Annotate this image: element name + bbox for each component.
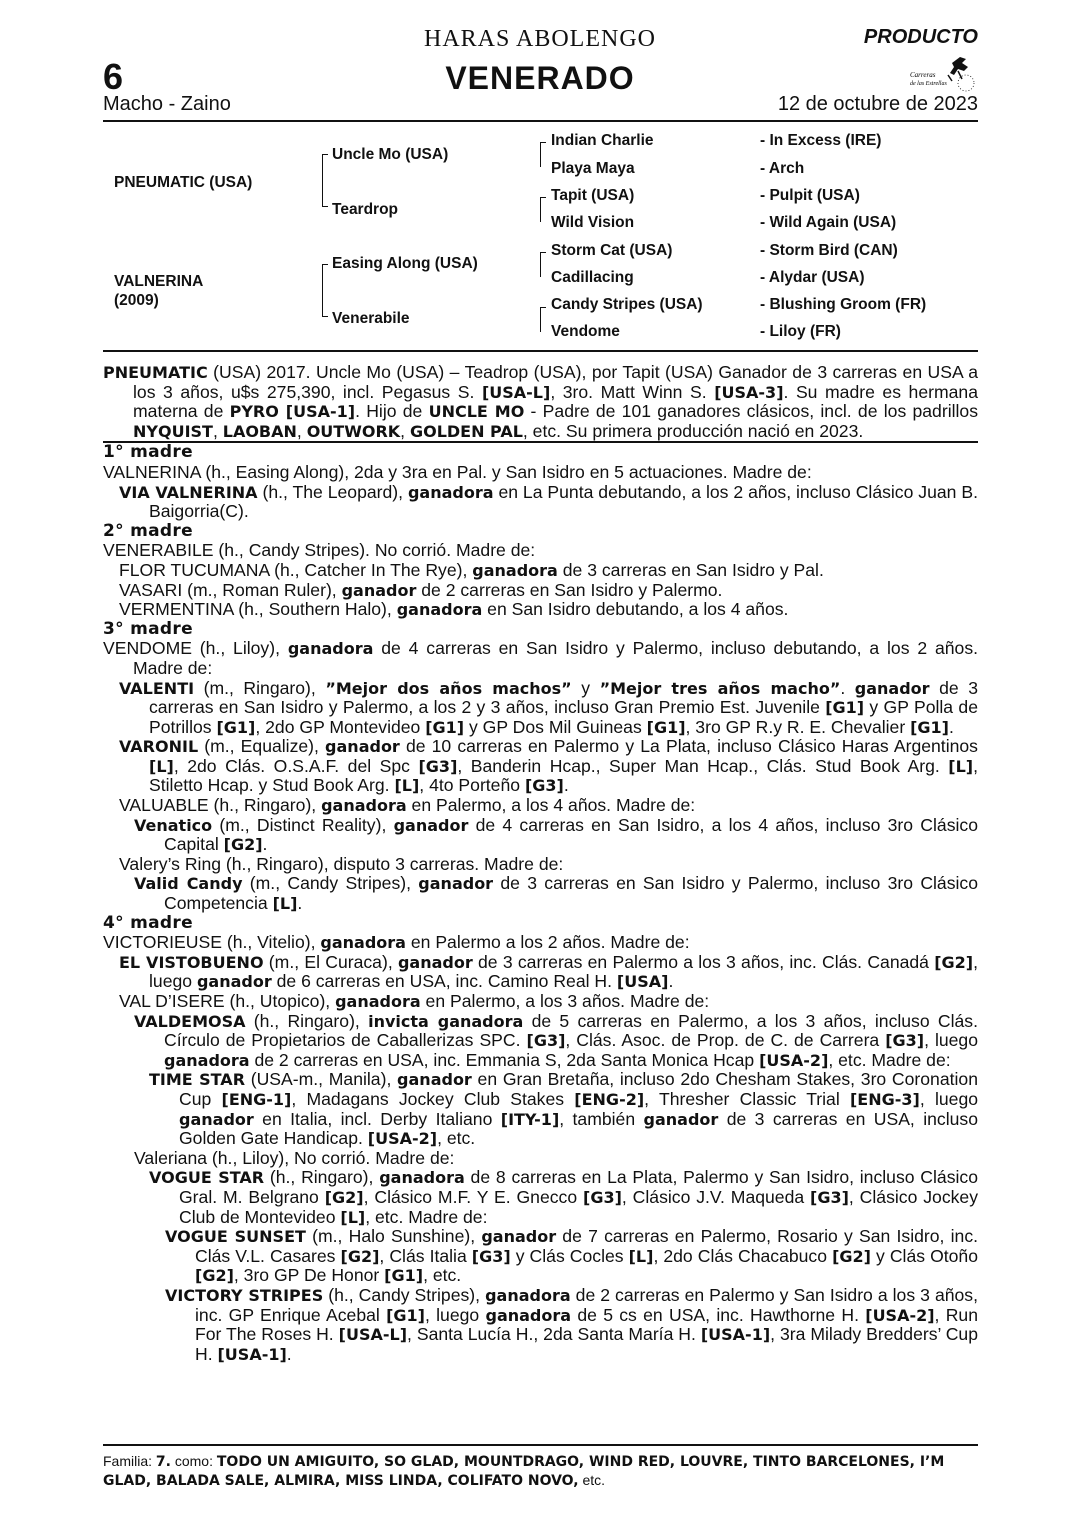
bracket [540, 142, 546, 167]
produce-entry: VOGUE SUNSET (m., Halo Sunshine), ganador de 7 carreras en Palermo, Rosario y San Isidro, inc. Clás V.L. Casares [G2], Clás Italia [G3] y Clás Cocles [L], 2do Clás Chacabuco [G2] y Clás Otoño [G2], 3ro GP De Honor [G1], etc. [165, 1226, 979, 1286]
bracket [540, 197, 546, 222]
produce-entry: VALUABLE (h., Ringaro), ganadora en Palermo, a los 4 años. Madre de: [119, 795, 696, 816]
pedigree-gen3: Tapit (USA) [551, 187, 635, 204]
bracket [540, 252, 546, 277]
dam-entry: VENERABILE (h., Candy Stripes). No corrió. Madre de: [103, 540, 536, 561]
pedigree-gen4: - Liloy (FR) [760, 323, 841, 340]
produce-entry: VERMENTINA (h., Southern Halo), ganadora en San Isidro debutando, a los 4 años. [119, 599, 789, 620]
produce-entry: FLOR TUCUMANA (h., Catcher In The Rye), ganadora de 3 carreras en San Isidro y Pal. [119, 559, 824, 580]
family-etc: etc. [582, 1472, 606, 1488]
pedigree-gen3: Indian Charlie [551, 132, 654, 149]
birth-date: 12 de octubre de 2023 [777, 93, 978, 115]
product-label: PRODUCTO [863, 26, 978, 48]
produce-entry: VARONIL (m., Equalize), ganador de 10 carreras en Palermo y La Plata, incluso Clásico Haras Argentinos [L], 2do Clás. O.S.A.F. del Spc [G3], Banderin Hcap., Super Man Hcap., Clás. Stud Book Arg. [L], Stiletto Hcap. y Stud Book Arg. [L], 4to Porteño [G3]. [119, 736, 978, 796]
produce-entry: VOGUE STAR (h., Ringaro), ganadora de 8 carreras en La Plata, Palermo y San Isidro, incluso Clásico Gral. M. Belgrano [G2], Clásico M.F. Y E. Gnecco [G3], Clásico J.V. Maqueda [G3], Clásico Jockey Club de Montevideo [L], etc. Madre de: [149, 1167, 978, 1227]
pedigree-gen3: Vendome [551, 323, 620, 340]
pedigree-gen4: - Wild Again (USA) [760, 214, 897, 231]
pedigree-gen3: Storm Cat (USA) [551, 242, 673, 259]
pedigree-gen3: Playa Maya [551, 160, 635, 177]
section-title: 2° madre [103, 520, 193, 541]
pedigree-gen2: Venerabile [332, 310, 410, 327]
dam-name: VALNERINA [114, 273, 204, 290]
pedigree-gen2: Teardrop [332, 201, 399, 218]
bracket [322, 196, 328, 207]
sire-name: PNEUMATIC (USA) [114, 174, 253, 191]
horse-name: VENERADO [445, 60, 635, 96]
pedigree-gen4: - Storm Bird (CAN) [760, 242, 898, 259]
pedigree-gen4: - In Excess (IRE) [760, 132, 882, 149]
pedigree-gen3: Candy Stripes (USA) [551, 296, 703, 313]
dam-entry: VICTORIEUSE (h., Vitelio), ganadora en Palermo a los 2 años. Madre de: [103, 932, 690, 953]
pedigree-gen4: - Alydar (USA) [760, 269, 865, 286]
dam-year: (2009) [114, 292, 159, 309]
produce-entry: EL VISTOBUENO (m., El Curaca), ganador de 3 carreras en Palermo a los 3 años, inc. Clás. Canadá [G2], luego ganador de 6 carreras en USA, inc. Camino Real H. [USA]. [119, 951, 978, 992]
dam-entry: VENDOME (h., Liloy), ganadora de 4 carreras en San Isidro y Palermo, incluso debutando, a los 2 años. Madre de: [103, 638, 978, 678]
bracket [322, 164, 323, 196]
bracket [540, 307, 546, 332]
pedigree-gen3: Cadillacing [551, 269, 634, 286]
sex-color: Macho - Zaino [103, 93, 231, 115]
family-label: Familia: [103, 1453, 153, 1469]
family-names: TODO UN AMIGUITO, SO GLAD, MOUNTDRAGO, WIND RED, LOUVRE, TINTO BARCELONES, I’M GLAD, BALADA SALE, ALMIRA, MISS LINDA, COLIFATO NOVO, [103, 1454, 945, 1489]
produce-entry: Valery’s Ring (h., Ringaro), disputo 3 carreras. Madre de: [119, 853, 564, 874]
pedigree-gen4: - Arch [760, 160, 805, 177]
produce-entry: VALDEMOSA (h., Ringaro), invicta ganadora de 5 carreras en Palermo, a los 3 años, incluso Clás. Círculo de Propietarios de Caballerizas SPC. [G3], Clás. Asoc. de Prop. de C. de Carrera [G3], luego ganadora de 2 carreras en USA, inc. Emmania S, 2da Santa Monica Hcap [USA-2], etc. Madre de: [134, 1010, 978, 1070]
stud-name: HARAS ABOLENGO [423, 26, 656, 52]
bracket [322, 306, 328, 317]
produce-entry: VALENTI (m., Ringaro), ”Mejor dos años machos” y ”Mejor tres años macho”. ganador de 3 carreras en San Isidro y Palermo, a los 2 y 3 años, incluso Gran Premio Est. Juvenile [G1] y GP Polla de Potrillos [G1], 2do GP Montevideo [G1] y GP Dos Mil Guineas [G1], 3ro GP R.y R. E. Chevalier [G1]. [119, 677, 978, 737]
produce-entry: Valeriana (h., Liloy), No corrió. Madre de: [134, 1147, 455, 1168]
pedigree-gen4: - Pulpit (USA) [760, 187, 860, 204]
family-como: como: [174, 1453, 213, 1469]
pedigree-gen2: Easing Along (USA) [332, 255, 478, 272]
section-title: 3° madre [103, 618, 193, 639]
lot-number: 6 [103, 56, 124, 97]
produce-entry: VIA VALNERINA (h., The Leopard), ganadora en La Punta debutando, a los 2 años, incluso Clásico Juan B. Baigorria(C). [119, 481, 978, 522]
pedigree-gen4: - Blushing Groom (FR) [760, 296, 927, 313]
dam-entry: VALNERINA (h., Easing Along), 2da y 3ra en Pal. y San Isidro en 5 actuaciones. Madre de: [103, 461, 812, 482]
svg-text:Carreras: Carreras [910, 71, 936, 79]
sire-paragraph: PNEUMATIC (USA) 2017. Uncle Mo (USA) – Teadrop (USA), por Tapit (USA) Ganador de 3 carreras en USA a los 3 años, u$s 275,390, incl. Pegasus S. [USA-L], 3ro. Matt Winn S. [USA-3]. Su madre es hermana materna de PYRO [USA-1]. Hijo de UNCLE MO - Padre de 101 ganadores clásicos, incl. de los padrillos NYQUIST, LAOBAN, OUTWORK, GOLDEN PAL, etc. Su primera producción nació en 2023. [103, 362, 979, 441]
family-footer [103, 1452, 978, 1490]
produce-entry: Valid Candy (m., Candy Stripes), ganador de 3 carreras en San Isidro y Palermo, incluso 3ro Clásico Competencia [L]. [134, 873, 979, 914]
divider [103, 120, 978, 122]
section-title: 4° madre [103, 912, 193, 933]
catalog-body [103, 363, 978, 1364]
pedigree-gen2: Uncle Mo (USA) [332, 146, 449, 163]
section-title: 1° madre [103, 442, 193, 463]
family-number: 7. [155, 1454, 171, 1470]
bracket [322, 274, 323, 306]
divider [103, 350, 978, 352]
divider [103, 1444, 978, 1446]
produce-entry: TIME STAR (USA-m., Manila), ganador en Gran Bretaña, incluso 2do Chesham Stakes, 3ro Coronation Cup [ENG-1], Madagans Jockey Club Stakes [ENG-2], Thresher Classic Trial [ENG-3], luego ganador en Italia, incl. Derby Italiano [ITY-1], también ganador de 3 carreras en USA, incluso Golden Gate Handicap. [USA-2], etc. [149, 1069, 979, 1149]
produce-entry: VAL D’ISERE (h., Utopico), ganadora en Palermo, a los 3 años. Madre de: [119, 991, 710, 1011]
carreras-logo-icon [908, 53, 976, 95]
pedigree-gen3: Wild Vision [551, 214, 635, 231]
svg-text:de las Estrellas: de las Estrellas [910, 81, 947, 87]
produce-entry: VICTORY STRIPES (h., Candy Stripes), ganadora de 2 carreras en Palermo y San Isidro a los 3 años, inc. GP Enrique Acebal [G1], luego ganadora de 5 cs en USA, inc. Hawthorne H. [USA-2], Run For The Roses H. [USA-L], Santa Lucía H., 2da Santa María H. [USA-1], 3ra Milady Bredders’ Cup H. [USA-1]. [165, 1284, 978, 1364]
produce-entry: Venatico (m., Distinct Reality), ganador de 4 carreras en San Isidro, a los 4 años, incluso 3ro Clásico Capital [G2]. [134, 814, 978, 855]
produce-entry: VASARI (m., Roman Ruler), ganador de 2 carreras en San Isidro y Palermo. [119, 579, 723, 600]
